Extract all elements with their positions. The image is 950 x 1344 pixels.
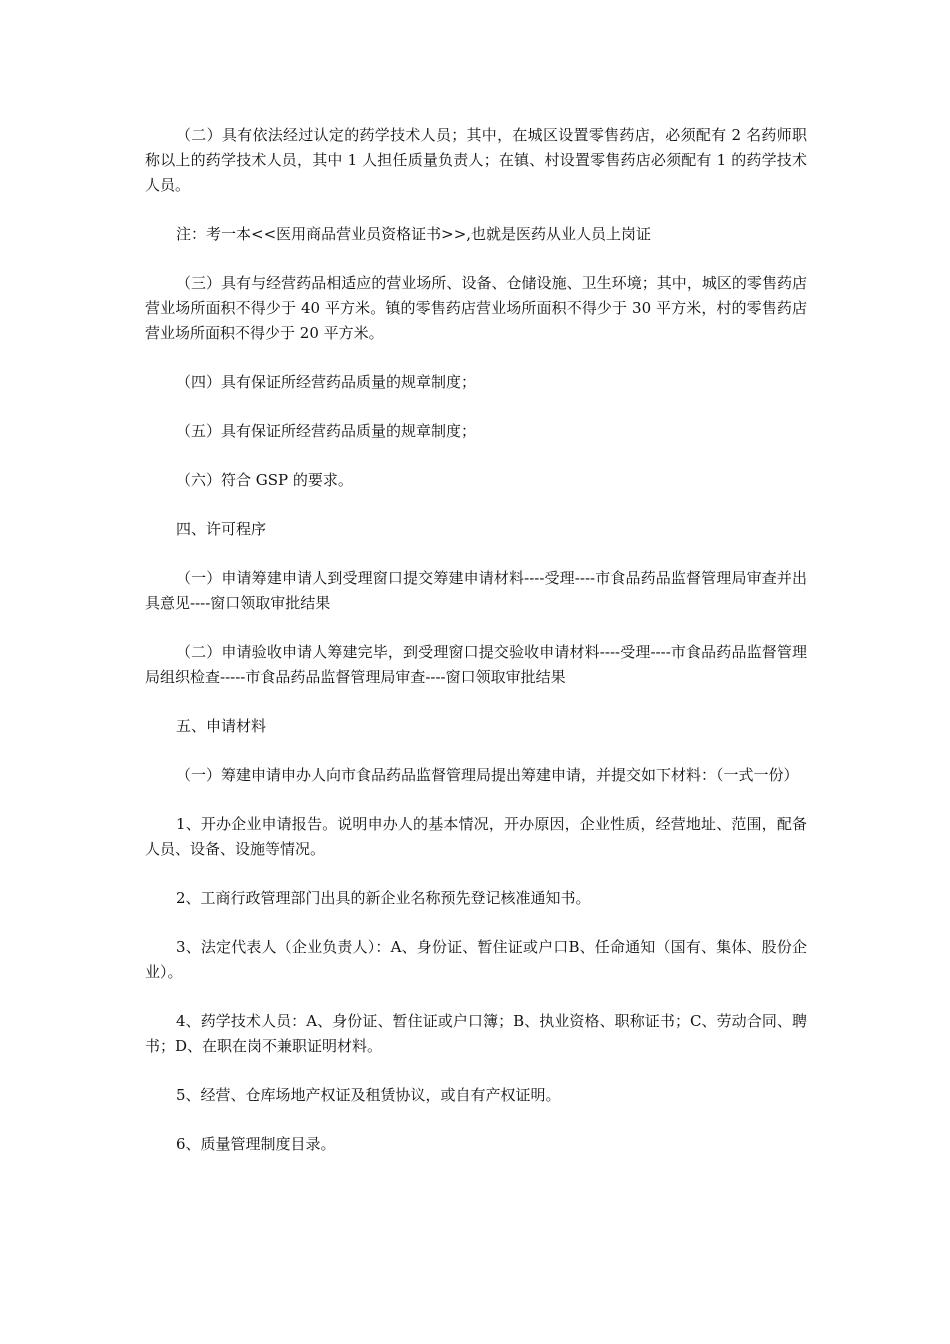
paragraph-rules-4: （四）具有保证所经营药品质量的规章制度； xyxy=(176,373,477,391)
document-body xyxy=(145,123,807,1181)
list-item-material-5: 5、经营、仓库场地产权证及租赁协议，或自有产权证明。 xyxy=(176,1086,561,1104)
list-item-material-2: 2、工商行政管理部门出具的新企业名称预先登记核准通知书。 xyxy=(176,889,591,907)
list-item-material-3: 3、法定代表人（企业负责人）：A、身份证、暂住证或户口B、任命通知（国有、集体、股份企业）。 xyxy=(145,938,807,981)
section-heading-procedure: 四、许可程序 xyxy=(176,520,267,538)
section-heading-materials: 五、申请材料 xyxy=(176,717,267,735)
list-item-material-1: 1、开办企业申请报告。说明申办人的基本情况，开办原因，企业性质，经营地址、范围，配备人员、设备、设施等情况。 xyxy=(145,815,807,858)
paragraph-staff-requirements: （二）具有依法经过认定的药学技术人员；其中，在城区设置零售药店，必须配有 2 名药师职称以上的药学技术人员，其中 1 人担任质量负责人；在镇、村设置零售药店必须配有 1 的药学技术人员。 xyxy=(145,126,807,194)
paragraph-gsp: （六）符合 GSP 的要求。 xyxy=(176,471,353,489)
paragraph-procedure-prep: （一）申请筹建申请人到受理窗口提交筹建申请材料----受理----市食品药品监督管理局审查并出具意见----窗口领取审批结果 xyxy=(145,569,807,612)
paragraph-materials-intro: （一）筹建申请申办人向市食品药品监督管理局提出筹建申请，并提交如下材料：（一式一份） xyxy=(176,766,799,784)
paragraph-rules-5: （五）具有保证所经营药品质量的规章制度； xyxy=(176,422,477,440)
list-item-material-6: 6、质量管理制度目录。 xyxy=(176,1135,336,1153)
paragraph-procedure-acceptance: （二）申请验收申请人筹建完毕，到受理窗口提交验收申请材料----受理----市食品药品监督管理局组织检查-----市食品药品监督管理局审查----窗口领取审批结果 xyxy=(145,643,807,686)
paragraph-premises-requirements: （三）具有与经营药品相适应的营业场所、设备、仓储设施、卫生环境；其中，城区的零售药店营业场所面积不得少于 40 平方米。镇的零售药店营业场所面积不得少于 30 平方米，村的零售药店营业场所面积不得少于 20 平方米。 xyxy=(145,274,807,342)
paragraph-note-certificate: 注：考一本<<医用商品营业员资格证书>>,也就是医药从业人员上岗证 xyxy=(176,225,652,243)
list-item-material-4: 4、药学技术人员：A、身份证、暂住证或户口簿；B、执业资格、职称证书；C、劳动合同、聘书；D、在职在岗不兼职证明材料。 xyxy=(145,1012,807,1055)
